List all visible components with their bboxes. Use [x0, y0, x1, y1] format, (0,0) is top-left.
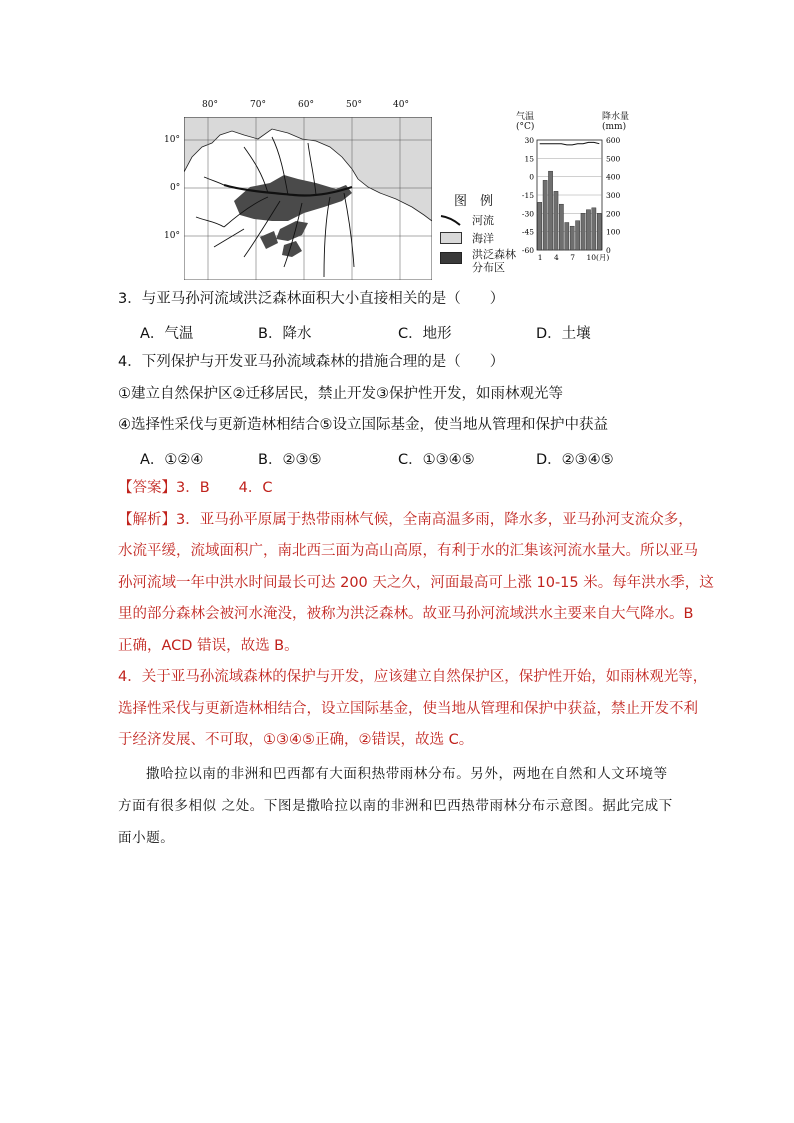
precip-tick-label: 0: [606, 246, 611, 255]
amazon-map: [184, 117, 432, 280]
q3-option-b[interactable]: B．降水: [258, 326, 312, 342]
analysis-line: 水流平缓，流域面积广，南北西三面为高山高原，有利于水的汇集该河流水量大。所以亚马: [118, 543, 698, 559]
q4-option-d[interactable]: D．②③④⑤: [536, 452, 614, 468]
latitude-label: 0°: [170, 183, 181, 193]
flooded-forest-swatch-icon: [440, 252, 462, 264]
q4-option-a[interactable]: A．①②④: [140, 452, 204, 468]
temp-tick-label: 0: [529, 172, 534, 182]
temp-tick-label: -60: [521, 246, 534, 255]
analysis-line: 里的部分森林会被河水淹没，被称为洪泛森林。故亚马孙河流域洪水主要来自大气降水。B: [118, 606, 694, 622]
precip-bar-month-2: [543, 180, 547, 250]
temp-tick-label: -15: [521, 191, 534, 200]
q3-option-c[interactable]: C．地形: [398, 326, 452, 342]
precip-bar-month-9: [581, 213, 585, 250]
q4-stem: 4．下列保护与开发亚马孙流域森林的措施合理的是（ ）: [118, 354, 505, 370]
precip-tick-label: 600: [606, 136, 621, 145]
longitude-label: 70°: [250, 100, 266, 110]
temp-tick-label: -45: [521, 227, 534, 237]
latitude-label: 10°: [164, 231, 180, 241]
longitude-label: 60°: [298, 100, 314, 110]
month-tick-label: 1: [537, 253, 543, 262]
temp-tick-label: 30: [524, 136, 534, 145]
ocean-swatch-icon: [440, 232, 462, 244]
figure-area: [0, 0, 794, 290]
q3-option-a[interactable]: A．气温: [140, 326, 194, 342]
precip-bar-month-1: [538, 202, 542, 250]
analysis-line: 于经济发展、不可取，①③④⑤正确，②错误，故选 C。: [118, 732, 474, 748]
q4-choice-line-2: ④选择性采伐与更新造林相结合⑤设立国际基金，使当地从管理和保护中获益: [118, 417, 608, 433]
precip-bar-month-10: [586, 210, 590, 250]
longitude-label: 80°: [202, 100, 218, 110]
legend-title: 图 例: [454, 194, 494, 209]
precip-bar-month-5: [559, 204, 563, 250]
intro-line: 面小题。: [118, 830, 175, 846]
precip-tick-label: 500: [606, 154, 621, 164]
climate-chart: [510, 110, 660, 270]
precip-tick-label: 200: [606, 209, 621, 219]
legend-label-river: 河流: [472, 214, 494, 227]
precip-bar-month-8: [576, 221, 580, 250]
intro-line: 撒哈拉以南的非洲和巴西都有大面积热带雨林分布。另外，两地在自然和人文环境等: [146, 766, 668, 782]
q4-option-c[interactable]: C．①③④⑤: [398, 452, 475, 468]
precip-bar-month-6: [565, 223, 569, 251]
longitude-label: 50°: [346, 100, 362, 110]
analysis-line: 孙河流域一年中洪水时间最长可达 200 天之久，河面最高可上涨 10-15 米。每年洪水季，这: [118, 575, 714, 591]
intro-line: 方面有很多相似 之处。下图是撒哈拉以南的非洲和巴西热带雨林分布示意图。据此完成下: [118, 798, 673, 814]
q4-choice-line-1: ①建立自然保护区②迁移居民，禁止开发③保护性开发，如雨林观光等: [118, 386, 563, 402]
legend-label-ocean: 海洋: [472, 232, 494, 245]
latitude-label: 10°: [164, 135, 180, 145]
analysis-line: 选择性采伐与更新造林相结合，设立国际基金，使当地从管理和保护中获益，禁止开发不利: [118, 701, 698, 717]
temp-tick-label: -30: [521, 209, 534, 219]
q3-option-d[interactable]: D．土壤: [536, 326, 591, 342]
precip-bar-month-3: [548, 171, 552, 250]
precip-tick-label: 300: [606, 191, 621, 200]
precip-tick-label: 400: [606, 172, 621, 182]
month-tick-label: 4: [553, 253, 559, 262]
legend-label-flooded-forest: 洪泛森林 分布区: [472, 248, 516, 274]
q3-stem: 3．与亚马孙河流域洪泛森林面积大小直接相关的是（ ）: [118, 291, 505, 307]
precip-tick-label: 100: [606, 227, 621, 237]
answer-line: 【答案】3．B 4．C: [118, 480, 273, 496]
temp-header: 气温 (°C): [516, 112, 535, 132]
analysis-line: 正确，ACD 错误，故选 B。: [118, 638, 299, 654]
precip-bar-month-12: [597, 213, 601, 250]
precip-bar-month-11: [592, 208, 596, 250]
river-line-icon: [440, 214, 462, 226]
climate-chart-svg: [510, 110, 660, 270]
month-tick-label: 7: [570, 253, 575, 262]
q4-option-b[interactable]: B．②③⑤: [258, 452, 322, 468]
analysis-line: 4．关于亚马孙流域森林的保护与开发，应该建立自然保护区，保护性开始，如雨林观光等，: [118, 669, 708, 685]
month-tick-label: 10(月): [586, 253, 610, 262]
temp-tick-label: 15: [524, 154, 534, 164]
precip-bar-month-7: [570, 226, 574, 250]
precip-header: 降水量 (mm): [602, 112, 630, 132]
longitude-label: 40°: [393, 100, 409, 110]
analysis-line: 【解析】3．亚马孙平原属于热带雨林气候，全南高温多雨，降水多，亚马孙河支流众多，: [118, 512, 693, 528]
precip-bar-month-4: [554, 191, 558, 250]
